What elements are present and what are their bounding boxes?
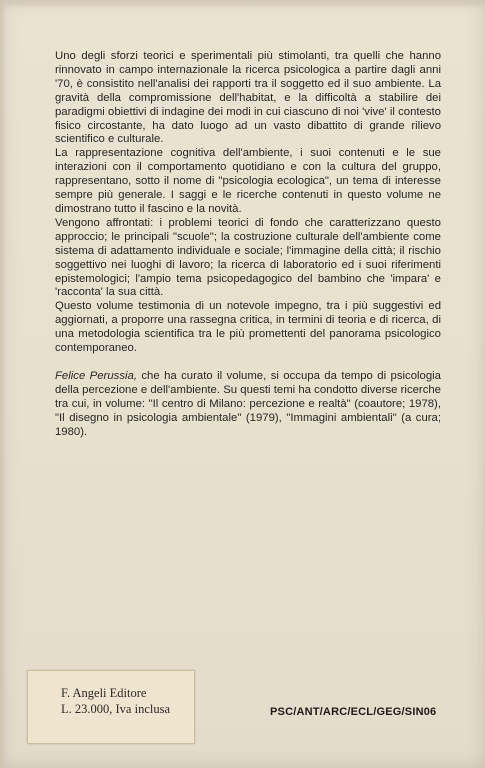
blurb-paragraph-1: Uno degli sforzi teorici e sperimentali più stimolanti, tra quelli che hanno rinnovato in campo internazionale la ricerca psicologica a partire dagli anni '70, è consistito nell'analisi dei rapporti tra il soggetto ed il suo ambiente. La gravità della compromissione dell'habitat, e la difficoltà a stabilire dei paradigmi obiettivi di indagine dei modi in cui ciascuno di noi 'vive' il contesto fisico circostante, ha dato luogo ad un vasto dibattito di grande rilievo scientifico e culturale. — [55, 50, 441, 146]
blurb-text — [55, 50, 441, 439]
blurb-paragraph-4: Questo volume testimonia di un notevole impegno, tra i più suggestivi ed aggiornati, a proporre una rassegna critica, in termini di teoria e di ricerca, di una metodologia scientifica tra le più promettenti del panorama psicologico contemporaneo. — [55, 300, 441, 355]
price-sticker — [27, 670, 195, 744]
author-bio: che ha curato il volume, si occupa da tempo di psicologia della percezione e dell'ambiente. Su questi temi ha condotto diverse ricerche tra cui, in volume: "Il centro di Milano: percezione e realtà" (coautore; 1978), "Il disegno in psicologia ambientale" (1979), "Immagini ambientali" (a cura; 1980). — [55, 369, 441, 438]
catalog-code: PSC/ANT/ARC/ECL/GEG/SIN06 — [270, 706, 437, 718]
page-edge-shadow-left — [0, 0, 6, 768]
author-name: Felice Perussia, — [55, 369, 137, 382]
publisher-name: F. Angeli Editore — [61, 686, 147, 700]
blurb-paragraph-2: La rappresentazione cognitiva dell'ambiente, i suoi contenuti e le sue interazioni con il comportamento quotidiano e con la cultura del gruppo, rappresentano, sotto il nome di "psicologia ecologica", un tema di interesse sempre più generale. I saggi e le ricerche contenuti in questo volume ne dimostrano tutto il fascino e la novità. — [55, 147, 441, 215]
author-paragraph — [55, 370, 441, 440]
blurb-paragraph-3: Vengono affrontati: i problemi teorici di fondo che caratterizzano questo approccio; le principali "scuole"; la costruzione culturale dell'ambiente come sistema di adattamento individuale e sociale; l'immagine della città; il rischio soggettivo nei luoghi di lavoro; la ricerca di laboratorio ed i suoi riferimenti epistemologici; l'ampio tema psicopedagogico del bambino che 'impara' e 'racconta' la sua città. — [55, 216, 441, 299]
price-text: L. 23.000, Iva inclusa — [61, 702, 171, 716]
page-edge-shadow-top — [0, 0, 485, 8]
